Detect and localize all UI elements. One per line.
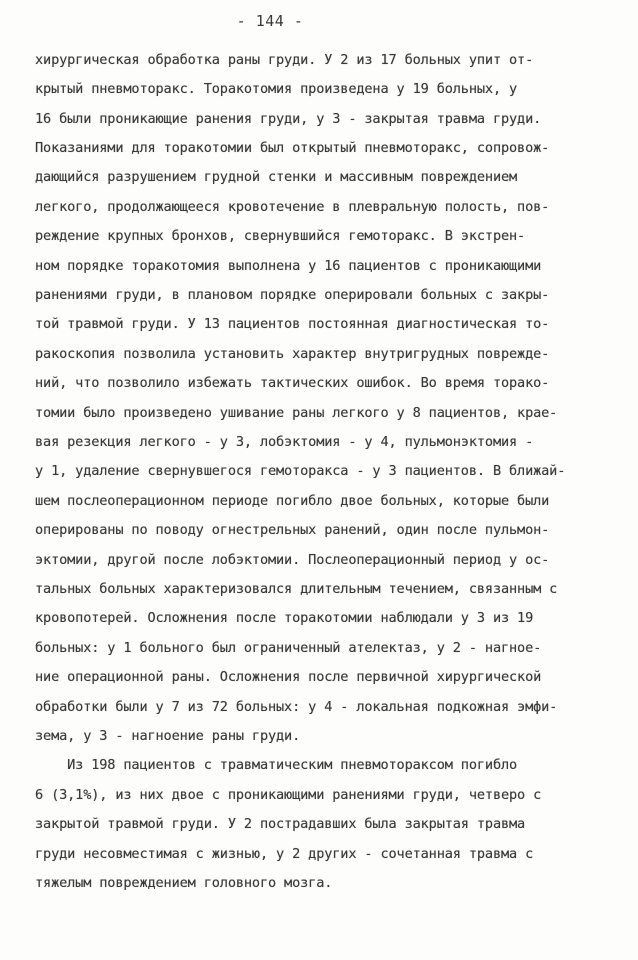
text-line: вая резекция легкого - у 3, лобэктомия - у 4, пульмонэктомия -	[35, 434, 534, 450]
text-line: шем послеоперационном периоде погибло двое больных, которые были	[35, 493, 550, 509]
text-line: ранениями груди, в плановом порядке оперировали больных с закры-	[35, 287, 550, 303]
text-line: ний, что позволило избежать тактических ошибок. Во время торако-	[35, 375, 550, 391]
page-number: - 144 -	[236, 12, 304, 30]
text-line: томии было произведено ушивание раны легкого у 8 пациентов, крае-	[35, 405, 558, 421]
text-line: хирургическая обработка раны груди. У 2 из 17 больных упит от-	[35, 52, 534, 68]
text-line: ние операционной раны. Осложнения после первичной хирургической	[35, 669, 542, 685]
text-line: оперированы по поводу огнестрельных ранений, один после пульмон-	[35, 522, 550, 538]
text-line: ном порядке торакотомия выполнена у 16 пациентов с проникающими	[35, 258, 542, 274]
text-line: той травмой груди. У 13 пациентов постоянная диагностическая то-	[35, 316, 550, 332]
text-line: эктомии, другой после лобэктомии. Послеоперационный период у ос-	[35, 552, 550, 568]
text-line: у 1, удаление свернувшегося гемоторакса - у 3 пациентов. В ближай-	[35, 463, 566, 479]
text-line: легкого, продолжающееся кровотечение в плевральную полость, пов-	[35, 199, 550, 215]
text-line: обработки были у 7 из 72 больных: у 4 - локальная подкожная эмфи-	[35, 699, 558, 715]
text-line: Из 198 пациентов с травматическим пневмотораксом погибло	[35, 757, 518, 773]
text-line: крытый пневмоторакс. Торакотомия произведена у 19 больных, у	[35, 81, 518, 97]
text-line: закрытой травмой груди. У 2 пострадавших была закрытая травма	[35, 816, 526, 832]
text-line: Показаниями для торакотомии был открытый пневмоторакс, сопровож-	[35, 140, 550, 156]
text-line: дающийся разрушением грудной стенки и массивным повреждением	[35, 169, 518, 185]
text-line: 6 (3,1%), из них двое с проникающими ранениями груди, четверо с	[35, 787, 542, 803]
text-line: ракоскопия позволила установить характер внутригрудных поврежде-	[35, 346, 550, 362]
text-line: зема, у 3 - нагноение раны груди.	[35, 728, 301, 744]
text-line: кровопотерей. Осложнения после торакотомии наблюдали у 3 из 19	[35, 610, 534, 626]
text-line: тяжелым повреждением головного мозга.	[35, 875, 333, 891]
text-line: тальных больных характеризовался длительным течением, связанным с	[35, 581, 558, 597]
text-line: груди несовместимая с жизнью, у 2 других - сочетанная травма с	[35, 846, 534, 862]
text-line: больных: у 1 больного был ограниченный ателектаз, у 2 - нагное-	[35, 640, 542, 656]
text-line: реждение крупных бронхов, свернувшийся гемоторакс. В экстрен-	[35, 228, 526, 244]
text-line: 16 были проникающие ранения груди, у 3 - закрытая травма груди.	[35, 111, 542, 127]
